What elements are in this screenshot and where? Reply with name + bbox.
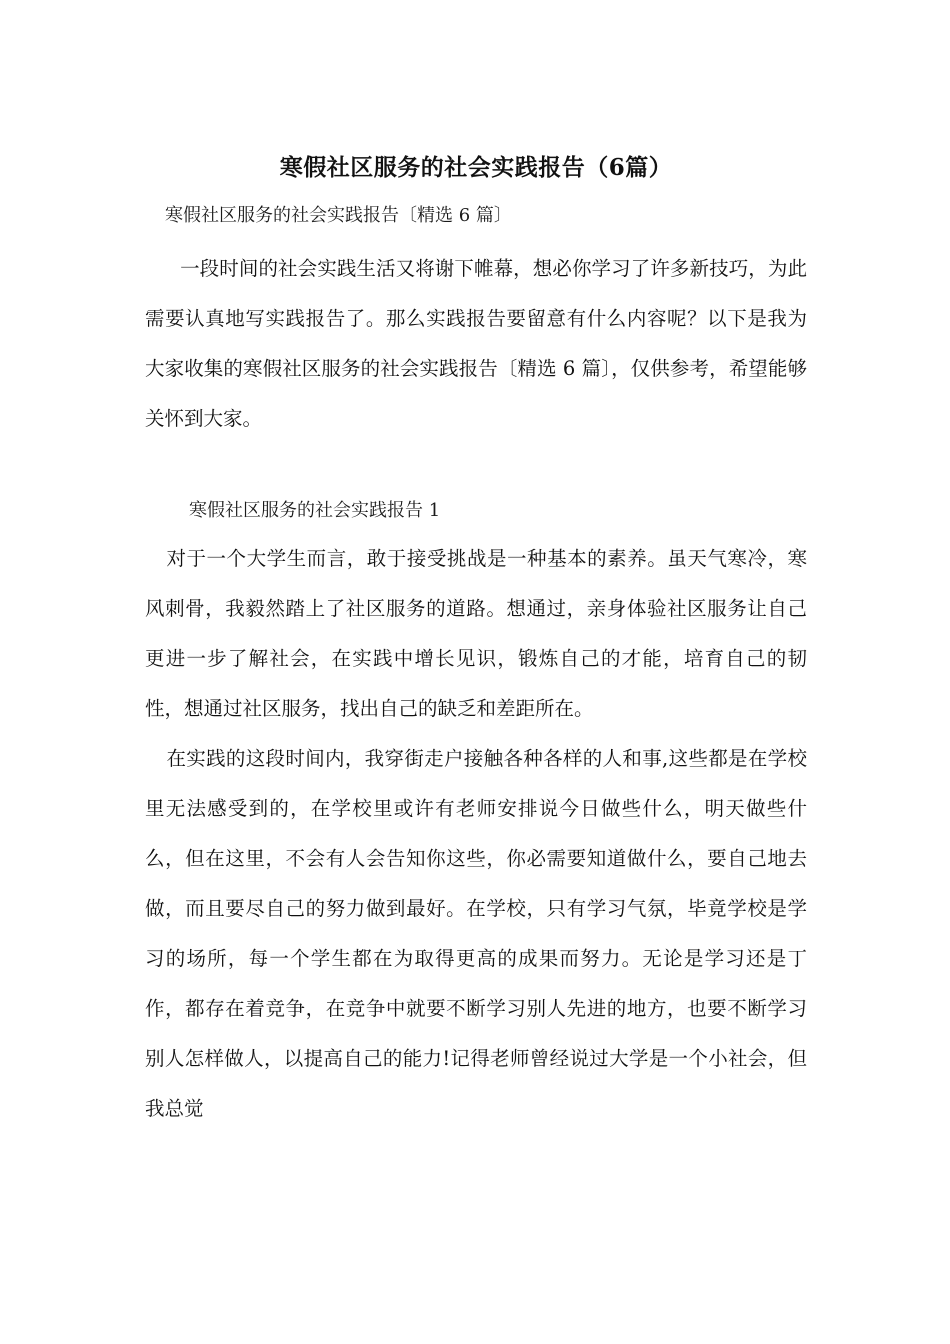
document-body (145, 148, 807, 1134)
body-paragraph: 在实践的这段时间内，我穿街走户接触各种各样的人和事,这些都是在学校里无法感受到的，在学校里或许有老师安排说今日做些什么，明天做些什么，但在这里，不会有人会告知你这些，你必需要知道做什么，要自己地去做，而且要尽自己的努力做到最好。在学校，只有学习气氛，毕竟学校是学习的场所，每一个学生都在为取得更高的成果而努力。无论是学习还是丁作，都存在着竞争，在竞争中就要不断学习别人先进的地方，也要不断学习别人怎样做人，以提高自己的能力!记得老师曾经说过大学是一个小社会，但我总觉 (145, 747, 807, 1120)
document-title: 寒假社区服务的社会实践报告（6篇） (279, 154, 673, 181)
body-paragraph: 对于一个大学生而言，敢于接受挑战是一种基本的素养。虽天气寒冷，寒风刺骨，我毅然踏上了社区服务的道路。想通过，亲身体验社区服务让自己更进一步了解社会，在实践中增长见识，锻炼自己的才能，培育自己的韧性，想通过社区服务，找出自己的缺乏和差距所在。 (145, 547, 807, 720)
intro-paragraph: 一段时间的社会实践生活又将谢下帷幕，想必你学习了许多新技巧，为此需要认真地写实践报告了。那么实践报告要留意有什么内容呢？以下是我为大家收集的寒假社区服务的社会实践报告〔精选 6 篇〕，仅供参考，希望能够关怀到大家。 (145, 257, 807, 430)
section-heading: 寒假社区服务的社会实践报告 1 (189, 500, 441, 521)
document-subtitle: 寒假社区服务的社会实践报告〔精选 6 篇〕 (165, 205, 512, 226)
